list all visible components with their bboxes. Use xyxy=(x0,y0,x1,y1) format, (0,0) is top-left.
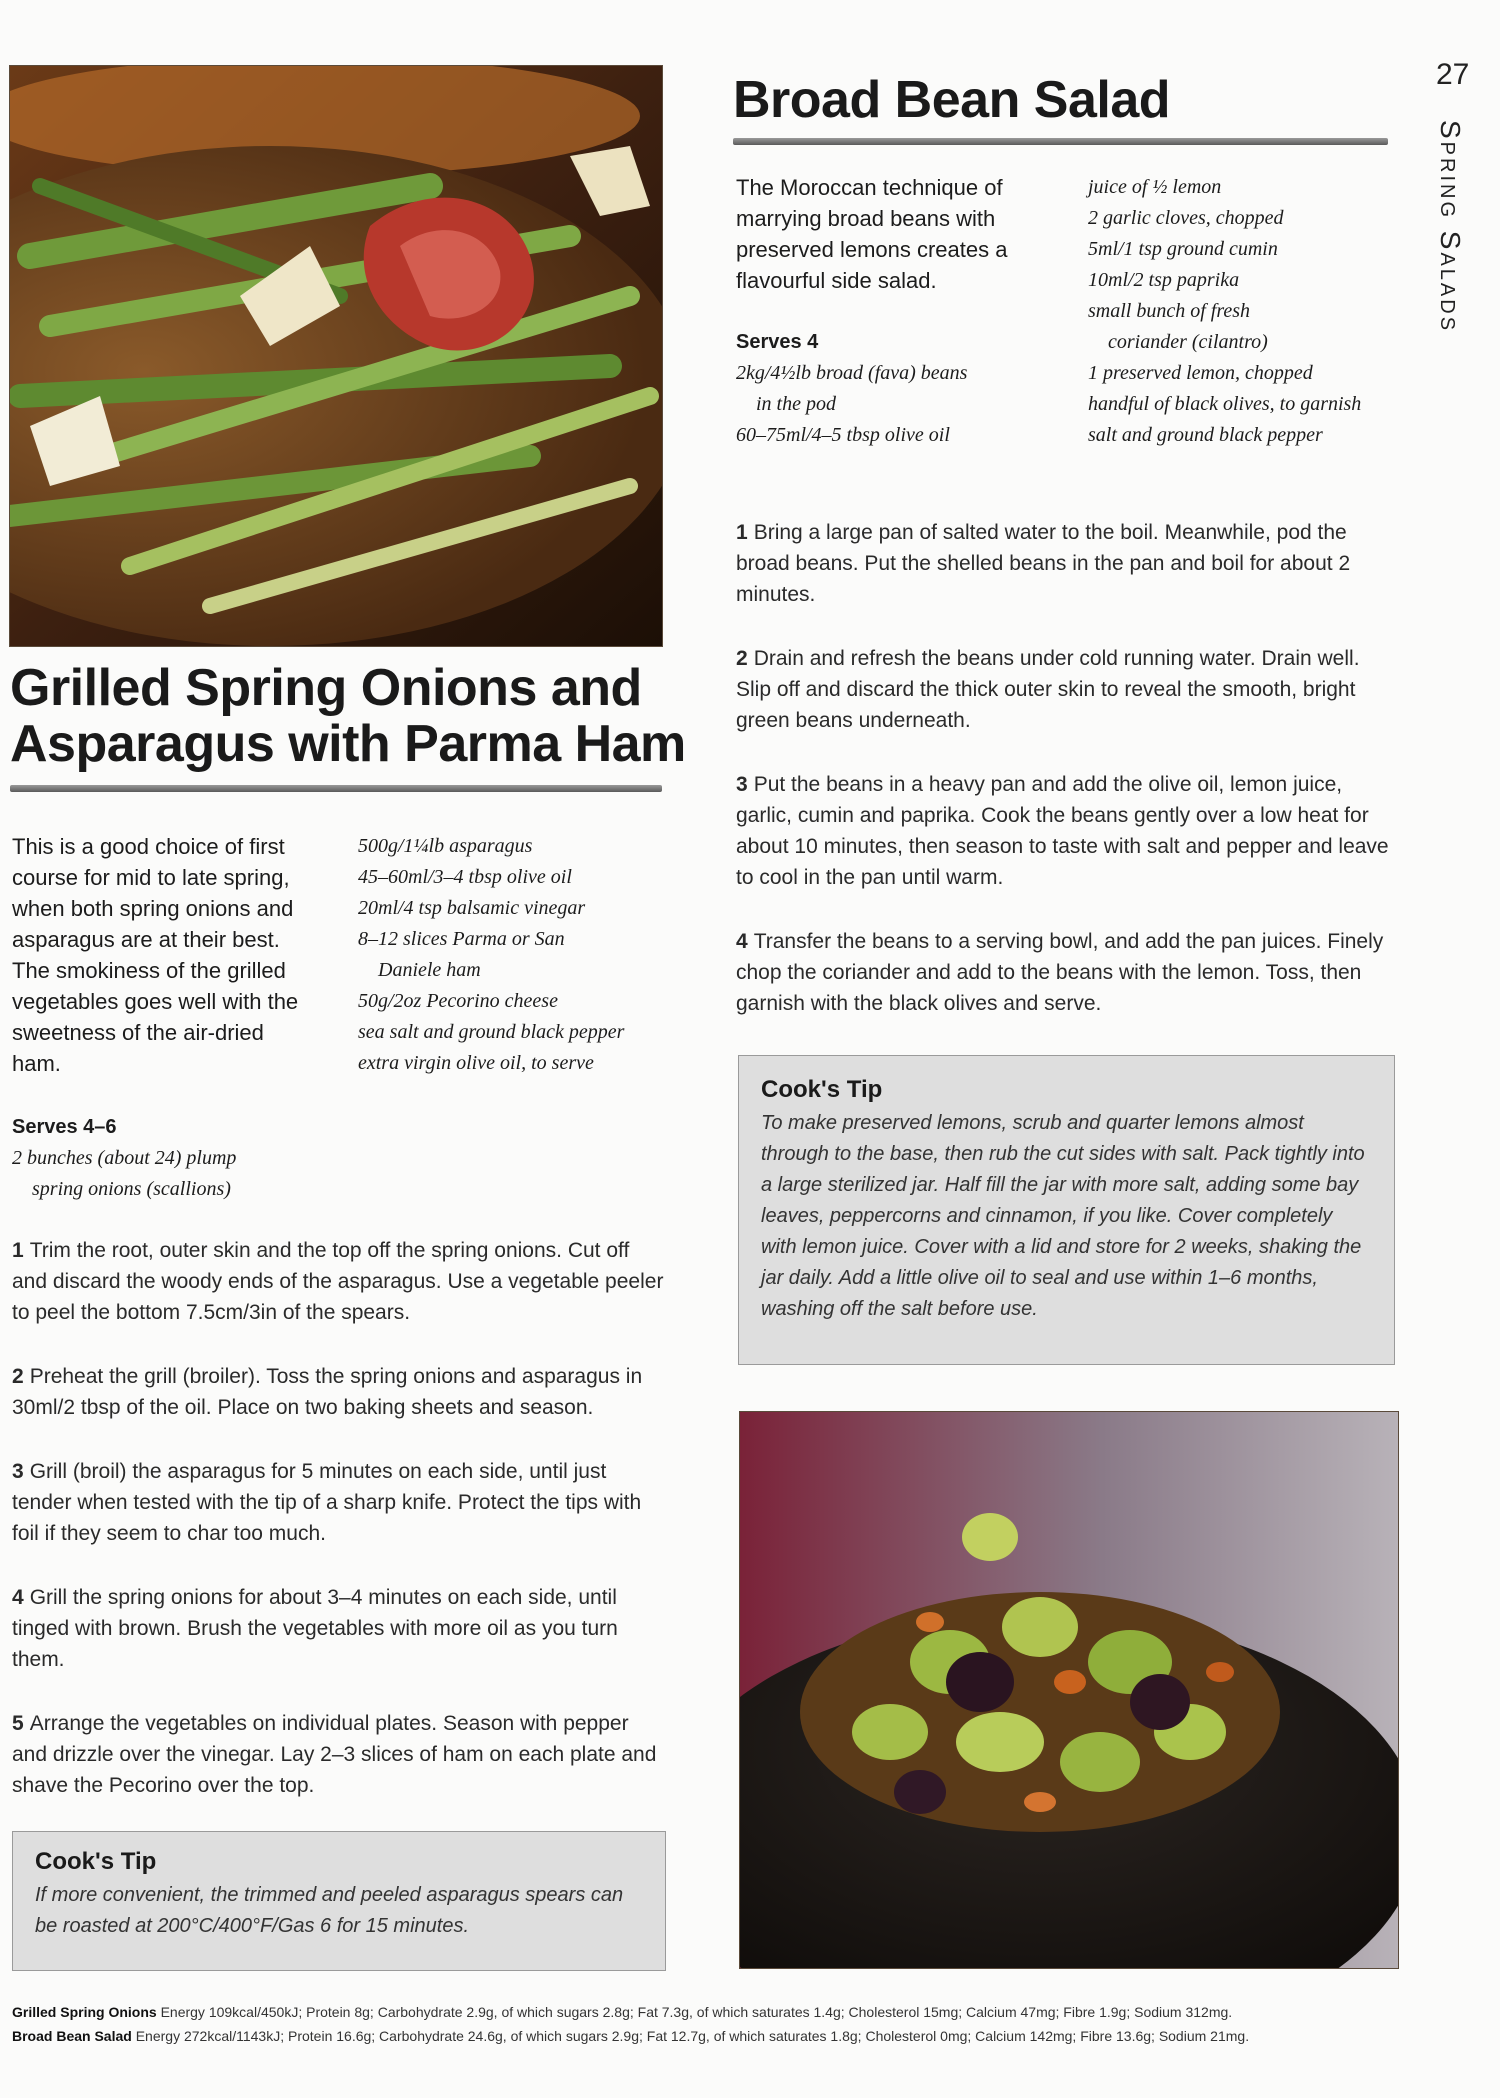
recipe1-step-1 xyxy=(12,1235,664,1328)
step-text: Transfer the beans to a serving bowl, and add the pan juices. Finely chop the coriander and add to the beans with the lemon. Toss, then garnish with the black olives and serve. xyxy=(736,930,1384,1015)
step-number: 1 xyxy=(736,521,748,544)
ingredient: sea salt and ground black pepper xyxy=(358,1021,625,1043)
recipe1-ingredients-left xyxy=(12,1112,332,1205)
step-text: Grill (broil) the asparagus for 5 minutes on each side, until just tender when tested with the tip of a sharp knife. Protect the tips with foil if they seem to char too much. xyxy=(12,1460,642,1545)
step-number: 1 xyxy=(12,1239,24,1262)
ingredient: 2 garlic cloves, chopped xyxy=(1088,207,1284,229)
recipe2-ingredients-right xyxy=(1088,172,1398,451)
recipe1-cooks-tip xyxy=(12,1831,666,1971)
ingredient: juice of ½ lemon xyxy=(1088,176,1222,198)
step-text: Trim the root, outer skin and the top off the spring onions. Cut off and discard the woody ends of the asparagus. Use a vegetable peeler to peel the bottom 7.5cm/3in of the spears. xyxy=(12,1239,664,1324)
recipe1-method xyxy=(12,1235,664,1834)
step-text: Preheat the grill (broiler). Toss the spring onions and asparagus in 30ml/2 tbsp of the oil. Place on two baking sheets and season. xyxy=(12,1365,643,1419)
nutrition-line-1 xyxy=(12,2004,1232,2020)
ingredient: 8–12 slices Parma or San xyxy=(358,928,565,950)
ingredient: 60–75ml/4–5 tbsp olive oil xyxy=(736,424,950,446)
recipe1-step-5 xyxy=(12,1708,664,1801)
nutrition-line-2 xyxy=(12,2028,1249,2044)
nutrition-recipe-name: Grilled Spring Onions xyxy=(12,2004,157,2020)
page-number: 27 xyxy=(1436,58,1470,91)
section-title: Spring Salads xyxy=(1435,120,1466,334)
recipe2-step-4 xyxy=(736,926,1391,1019)
recipe2-step-1 xyxy=(736,517,1391,610)
ingredient: in the pod xyxy=(756,393,836,415)
ingredient: handful of black olives, to garnish xyxy=(1088,393,1362,415)
recipe1-step-4 xyxy=(12,1582,664,1675)
recipe2-serves: Serves 4 xyxy=(736,331,819,353)
tip-title: Cook's Tip xyxy=(761,1076,883,1103)
step-number: 2 xyxy=(736,647,748,670)
recipe1-title-line1: Grilled Spring Onions and xyxy=(10,659,642,717)
recipe1-serves: Serves 4–6 xyxy=(12,1116,117,1138)
recipe2-step-2 xyxy=(736,643,1391,736)
recipe2-cooks-tip xyxy=(738,1055,1395,1365)
step-number: 3 xyxy=(736,773,748,796)
step-number: 3 xyxy=(12,1460,24,1483)
ingredient: Daniele ham xyxy=(378,959,481,981)
step-text: Put the beans in a heavy pan and add the olive oil, lemon juice, garlic, cumin and paprika. Cook the beans gently over a low heat for about 10 minutes, then season to taste with salt and pepper and leave to cool in the pan until warm. xyxy=(736,773,1389,889)
recipe1-ingredients-right xyxy=(358,831,668,1079)
ingredient: extra virgin olive oil, to serve xyxy=(358,1052,594,1074)
recipe2-intro: The Moroccan technique of marrying broad beans with preserved lemons creates a flavourful side salad. xyxy=(736,175,1008,293)
ingredient: 2 bunches (about 24) plump xyxy=(12,1147,237,1169)
nutrition-text: Energy 272kcal/1143kJ; Protein 16.6g; Carbohydrate 24.6g, of which sugars 2.9g; Fat 12.7g, of which saturates 1.8g; Cholesterol 0mg; Calcium 142mg; Fibre 13.6g; Sodium 21mg. xyxy=(135,2028,1250,2044)
recipe2-method xyxy=(736,517,1391,1052)
ingredient: 20ml/4 tsp balsamic vinegar xyxy=(358,897,586,919)
ingredient: 500g/1¼lb asparagus xyxy=(358,835,533,857)
recipe2-step-3 xyxy=(736,769,1391,893)
ingredient: small bunch of fresh xyxy=(1088,300,1251,322)
ingredient: 5ml/1 tsp ground cumin xyxy=(1088,238,1278,260)
ingredient: 10ml/2 tsp paprika xyxy=(1088,269,1240,291)
step-number: 4 xyxy=(736,930,748,953)
ingredient: 2kg/4½lb broad (fava) beans xyxy=(736,362,968,384)
recipe2-ingredients-left xyxy=(736,327,1056,451)
recipe1-intro: This is a good choice of first course for mid to late spring, when both spring onions and asparagus are at their best. The smokiness of the grilled vegetables goes well with the sweetness of the air-dried ham. xyxy=(12,834,299,1076)
asparagus-photo xyxy=(10,66,662,646)
ingredient: spring onions (scallions) xyxy=(32,1178,231,1200)
recipe2-title: Broad Bean Salad xyxy=(733,71,1171,129)
ingredient: 45–60ml/3–4 tbsp olive oil xyxy=(358,866,572,888)
tip-text: If more convenient, the trimmed and peeled asparagus spears can be roasted at 200°C/400°F/Gas 6 for 15 minutes. xyxy=(35,1884,624,1937)
step-number: 5 xyxy=(12,1712,24,1735)
nutrition-text: Energy 109kcal/450kJ; Protein 8g; Carbohydrate 2.9g, of which sugars 2.8g; Fat 7.3g, of which saturates 1.4g; Cholesterol 15mg; Calcium 47mg; Fibre 1.9g; Sodium 312mg. xyxy=(160,2004,1233,2020)
broad-bean-salad-photo xyxy=(740,1412,1398,1968)
tip-title: Cook's Tip xyxy=(35,1848,157,1875)
step-text: Grill the spring onions for about 3–4 minutes on each side, until tinged with brown. Brush the vegetables with more oil as you turn them. xyxy=(12,1586,618,1671)
recipe1-title-line2: Asparagus with Parma Ham xyxy=(10,715,686,774)
tip-text: To make preserved lemons, scrub and quarter lemons almost through to the base, then rub the cut sides with salt. Pack tightly into a large sterilized jar. Half fill the jar with more salt, adding some bay leaves, peppercorns and cinnamon, if you like. Cover completely with lemon juice. Cover with a lid and store for 2 weeks, shaking the jar daily. Add a little olive oil to seal and use within 1–6 months, washing off the salt before use. xyxy=(761,1112,1365,1320)
step-text: Bring a large pan of salted water to the boil. Meanwhile, pod the broad beans. Put the shelled beans in the pan and boil for about 2 minutes. xyxy=(736,521,1351,606)
recipe2-title-rule xyxy=(733,138,1388,145)
ingredient: salt and ground black pepper xyxy=(1088,424,1323,446)
recipe1-step-2 xyxy=(12,1361,664,1423)
step-number: 2 xyxy=(12,1365,24,1388)
step-number: 4 xyxy=(12,1586,24,1609)
nutrition-recipe-name: Broad Bean Salad xyxy=(12,2028,132,2044)
ingredient: 1 preserved lemon, chopped xyxy=(1088,362,1313,384)
recipe1-title xyxy=(10,660,686,772)
step-text: Drain and refresh the beans under cold running water. Drain well. Slip off and discard the thick outer skin to reveal the smooth, bright green beans underneath. xyxy=(736,647,1360,732)
ingredient: 50g/2oz Pecorino cheese xyxy=(358,990,558,1012)
ingredient: coriander (cilantro) xyxy=(1108,331,1268,353)
recipe1-title-rule xyxy=(10,785,662,792)
recipe1-step-3 xyxy=(12,1456,664,1549)
step-text: Arrange the vegetables on individual plates. Season with pepper and drizzle over the vinegar. Lay 2–3 slices of ham on each plate and shave the Pecorino over the top. xyxy=(12,1712,657,1797)
